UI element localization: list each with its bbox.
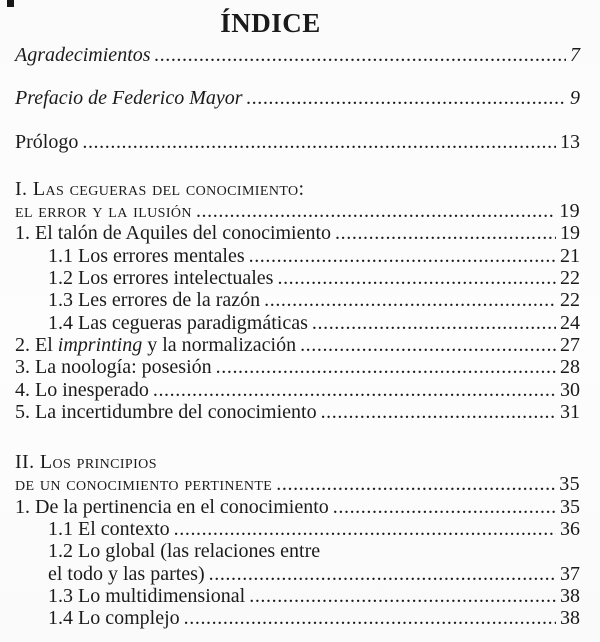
- dot-leader: [212, 356, 557, 378]
- toc-entry: [15, 44, 580, 66]
- page-number: 38: [560, 584, 580, 607]
- entry-label: II. Los principios: [15, 451, 157, 474]
- entry-label: 4. Lo inesperado: [15, 378, 149, 401]
- page-number: 9: [570, 87, 580, 110]
- page-number: 13: [560, 130, 580, 153]
- toc-entry: [15, 334, 580, 356]
- dot-leader: [273, 267, 557, 289]
- dot-leader: [331, 222, 557, 244]
- entry-label: 1.4 Las cegueras paradigmáticas: [48, 311, 308, 334]
- toc-entry: [15, 585, 580, 607]
- toc-section-heading: [15, 200, 580, 222]
- dot-leader: [329, 496, 557, 518]
- page-number: 28: [560, 356, 580, 379]
- toc-entry: [15, 540, 580, 562]
- page-number: 27: [560, 333, 580, 356]
- page-number: 7: [570, 44, 580, 66]
- page-number: 19: [560, 222, 580, 245]
- entry-label: de un conocimiento pertinente: [15, 473, 273, 496]
- toc-entry: [15, 222, 580, 244]
- dot-leader: [151, 44, 567, 66]
- dot-leader: [245, 585, 557, 607]
- dot-leader: [180, 607, 557, 629]
- entry-label: 5. La incertidumbre del conocimiento: [15, 400, 317, 423]
- toc-entry: [15, 379, 580, 401]
- dot-leader: [243, 87, 567, 109]
- page-number: 35: [560, 495, 580, 518]
- dot-leader: [205, 563, 557, 585]
- entry-label: 1.1 Los errores mentales: [48, 244, 245, 267]
- dot-leader: [149, 379, 557, 401]
- toc-entry: [15, 267, 580, 289]
- page-number: 30: [560, 378, 580, 401]
- entry-label: 1.3 Les errores de la razón: [48, 289, 261, 312]
- dot-leader: [308, 312, 557, 334]
- entry-label: Prólogo: [15, 130, 79, 153]
- dot-leader: [170, 518, 557, 540]
- toc-entry: [15, 312, 580, 334]
- page-number: 35: [559, 473, 580, 496]
- entry-label-italic: imprinting: [57, 333, 143, 356]
- toc-entry: [15, 496, 580, 518]
- dot-leader: [260, 289, 557, 311]
- dot-leader: [317, 401, 557, 423]
- dot-leader: [296, 334, 557, 356]
- entry-label: 1.1 El contexto: [48, 518, 170, 541]
- dot-leader: [192, 200, 556, 222]
- page-number: 38: [560, 607, 580, 630]
- entry-label: el todo y las partes): [48, 562, 205, 585]
- page-number: 22: [560, 267, 580, 290]
- toc-entry: [15, 356, 580, 378]
- entry-label: Agradecimientos: [15, 44, 151, 66]
- entry-label: Prefacio de Federico Mayor: [15, 87, 243, 110]
- entry-label: 1. El talón de Aquiles del conocimiento: [15, 222, 332, 245]
- toc-section-heading: [15, 451, 580, 473]
- page-number: 24: [560, 311, 580, 334]
- page-number: 31: [560, 400, 580, 423]
- entry-label: 3. La noología: posesión: [15, 356, 212, 379]
- page-number: 22: [560, 289, 580, 312]
- toc-entry: [15, 401, 580, 423]
- page-number: 37: [560, 562, 580, 585]
- toc-entry: [15, 87, 580, 109]
- entry-label: 1.3 Lo multidimensional: [48, 584, 246, 607]
- entry-label: 1.2 Lo global (las relaciones entre: [48, 540, 321, 563]
- toc-entry: [15, 607, 580, 629]
- entry-label: el error y la ilusión: [15, 200, 192, 223]
- entry-label-pre: 2. El: [15, 333, 58, 356]
- toc-section-heading: [15, 473, 580, 495]
- entry-label: 1.4 Lo complejo: [48, 607, 180, 630]
- toc-entry-continuation: [15, 563, 580, 585]
- toc-section-heading: [15, 178, 580, 200]
- entry-label: 1.2 Los errores intelectuales: [48, 267, 274, 290]
- toc-entry: [15, 289, 580, 311]
- dot-leader: [78, 131, 557, 153]
- entry-label-post: y la normalización: [142, 333, 297, 356]
- entry-label: [15, 334, 296, 356]
- dot-leader: [245, 245, 557, 267]
- page-title: ÍNDICE: [220, 8, 321, 38]
- entry-label: 1. De la pertinencia en el conocimiento: [15, 495, 329, 518]
- page-number: 19: [559, 200, 580, 223]
- toc-entry: [15, 518, 580, 540]
- page-number: 36: [560, 518, 580, 541]
- dot-leader: [272, 473, 556, 495]
- toc-entry: [15, 245, 580, 267]
- page-number: 21: [560, 244, 580, 267]
- toc-entry: [15, 131, 580, 153]
- entry-label: I. Las cegueras del conocimiento:: [15, 177, 305, 200]
